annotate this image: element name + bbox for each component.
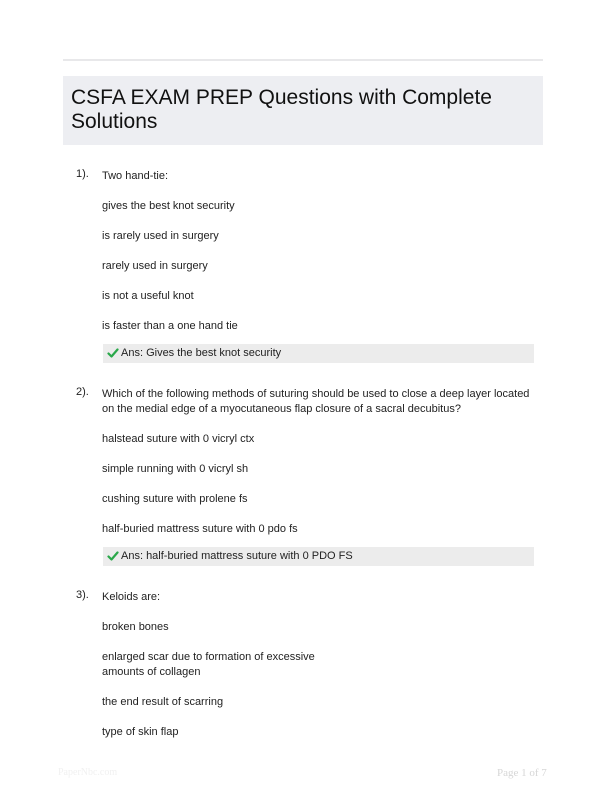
question-number: 3). (76, 589, 89, 601)
answer-text: Ans: Gives the best knot security (121, 347, 282, 359)
option: rarely used in surgery (102, 260, 208, 272)
check-icon (107, 347, 119, 359)
page-title: CSFA EXAM PREP Questions with Complete Solutions (71, 86, 492, 133)
option: halstead suture with 0 vicryl ctx (102, 433, 255, 445)
option: simple running with 0 vicryl sh (102, 463, 249, 475)
option: cushing suture with prolene fs (102, 493, 248, 505)
answer-box (103, 344, 534, 363)
question-number: 1). (76, 168, 89, 180)
check-icon (107, 550, 119, 562)
title-banner (63, 76, 543, 145)
page-indicator: Page 1 of 7 (497, 767, 547, 779)
option: is rarely used in surgery (102, 230, 219, 242)
option: broken bones (102, 621, 169, 633)
option: gives the best knot security (102, 200, 235, 212)
question-text: Which of the following methods of suturing should be used to close a deep layer located on the medial edge of a myocutaneous flap closure of a sacral decubitus? (102, 388, 530, 415)
option: type of skin flap (102, 726, 179, 738)
option: enlarged scar due to formation of excessive amounts of collagen (102, 651, 315, 678)
option: half-buried mattress suture with 0 pdo fs (102, 523, 298, 535)
question-text: Two hand-tie: (102, 170, 169, 182)
option: the end result of scarring (102, 696, 224, 708)
answer-box (103, 547, 534, 566)
question-text: Keloids are: (102, 591, 161, 603)
footer-watermark: PaperNbc.com (58, 767, 118, 778)
option: is not a useful knot (102, 290, 194, 302)
question-number: 2). (76, 386, 89, 398)
option: is faster than a one hand tie (102, 320, 238, 332)
answer-text: Ans: half-buried mattress suture with 0 PDO FS (121, 550, 353, 562)
top-divider (63, 59, 543, 61)
